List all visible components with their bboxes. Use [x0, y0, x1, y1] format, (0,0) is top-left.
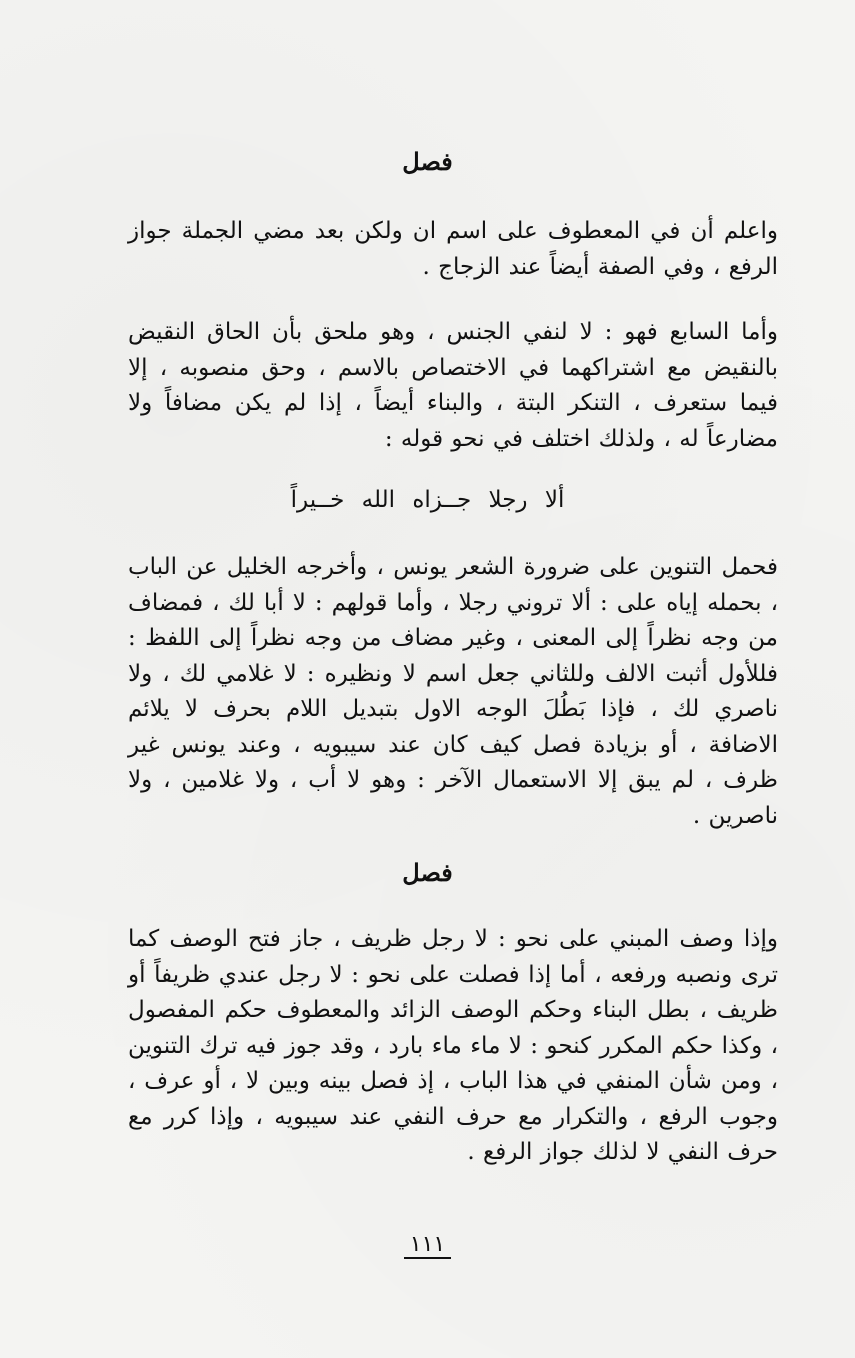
paragraph: واعلم أن في المعطوف على اسم ان ولكن بعد مضي الجملة جواز الرفع ، وفي الصفة أيضاً عند الزجاج .: [128, 218, 778, 280]
page-number: [0, 1232, 855, 1257]
paragraph: وإذا وصف المبني على نحو : لا رجل ظريف ، جاز فتح الوصف كما ترى ونصبه ورفعه ، أما إذا فصلت على نحو : لا رجل عندي ظريفاً أو ظريف ، بطل البناء وحكم الوصف الزائد والمعطوف حكم المفصول ، وكذا حكم المكرر كنحو : لا ماء ماء بارد ، وقد جوز فيه ترك التنوين ، ومن شأن المنفي في هذا الباب ، إذ فصل بينه وبين لا ، أو عرف ، وجوب الرفع ، والتكرار مع حرف النفي عند سيبويه ، وإذا كرر مع حرف النفي لا لذلك جواز الرفع .: [128, 926, 778, 1165]
section-heading: فصل: [402, 858, 453, 887]
page-number-value: ١١١: [404, 1232, 451, 1259]
section-heading: فصل: [402, 147, 453, 176]
paragraph: وأما السابع فهو : لا لنفي الجنس ، وهو ملحق بأن الحاق النقيض بالنقيض مع اشتراكهما في الاختصاص بالاسم ، وحق منصوبه ، إلا فيما ستعرف ، التنكر البتة ، والبناء أيضاً ، إذا لم يكن مضافاً ولا مضارعاً له ، ولذلك اختلف في نحو قوله :: [128, 319, 778, 452]
paragraph: فحمل التنوين على ضرورة الشعر يونس ، وأخرجه الخليل عن الباب ، بحمله إياه على : ألا تروني رجلا ، وأما قولهم : لا أبا لك ، فمضاف من وجه نظراً إلى المعنى ، وغير مضاف من وجه نظراً إلى اللفظ : فللأول أثبت الالف وللثاني جعل اسم لا ونظيره : لا غلامي لك ، ولا ناصري لك ، فإذا بَطُلَ الوجه الاول بتبديل اللام بحرف لا يلائم الاضافة ، أو بزيادة فصل كيف كان عند سيبويه ، وعند يونس غير ظرف ، لم يبق إلا الاستعمال الآخر : وهو لا أب ، ولا غلامين ، ولا ناصرين .: [128, 554, 778, 829]
poetry-verse: ألا رجلا جــزاه الله خــيراً: [290, 487, 565, 513]
